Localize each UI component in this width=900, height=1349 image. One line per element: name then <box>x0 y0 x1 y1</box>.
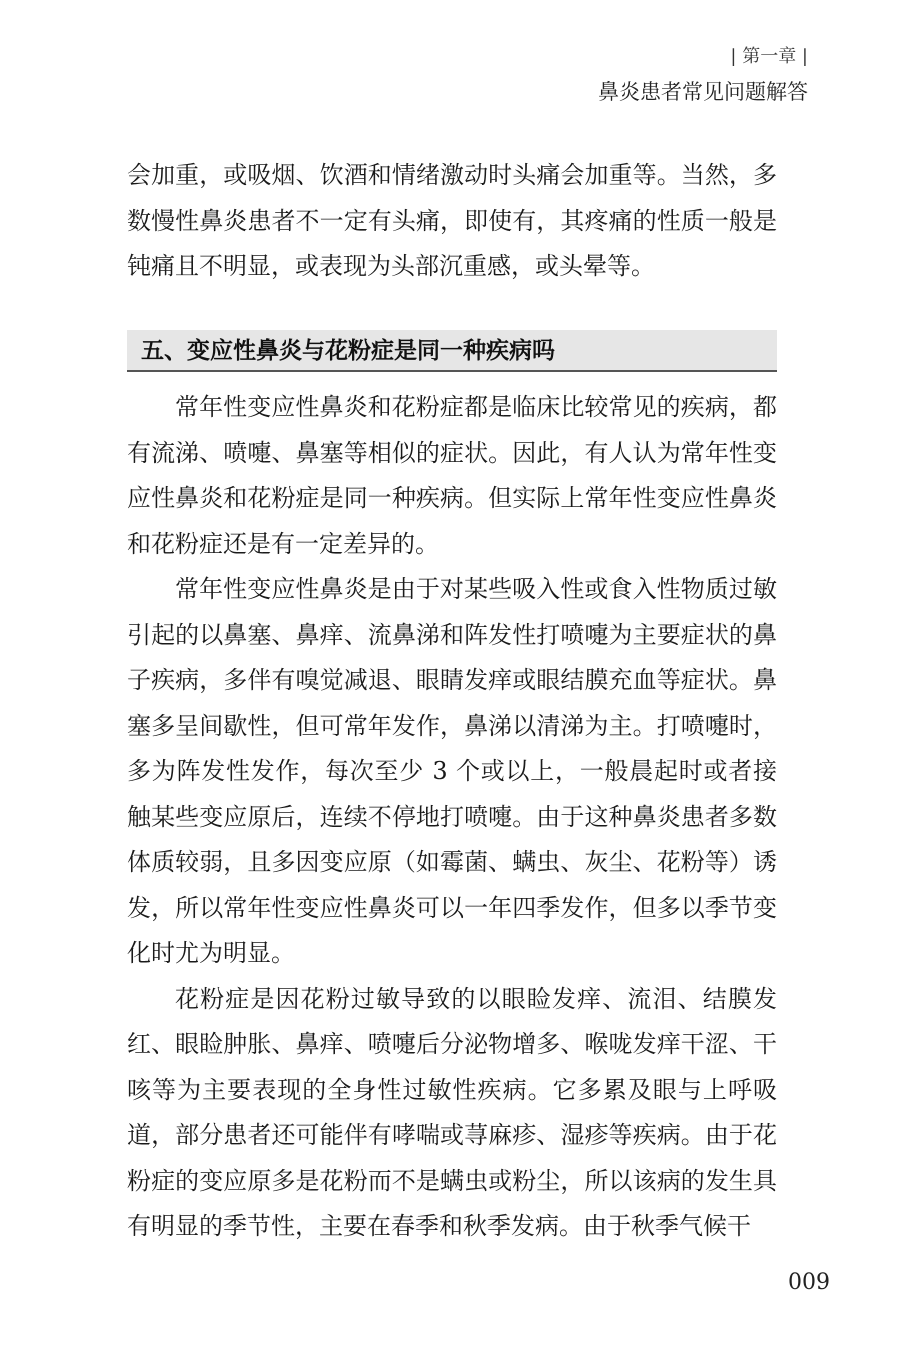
continuation-paragraph: 会加重，或吸烟、饮酒和情绪激动时头痛会加重等。当然，多数慢性鼻炎患者不一定有头痛，即使有，其疼痛的性质一般是钝痛且不明显，或表现为头部沉重感，或头晕等。 <box>127 161 777 280</box>
continuation-block <box>127 153 777 290</box>
paragraph: 常年性变应性鼻炎和花粉症都是临床比较常见的疾病，都有流涕、喷嚏、鼻塞等相似的症状。因此，有人认为常年性变应性鼻炎和花粉症是同一种疾病。但实际上常年性变应性鼻炎和花粉症还是有一定差异的。 <box>127 393 777 558</box>
section-title: 五、变应性鼻炎与花粉症是同一种疾病吗 <box>141 338 555 364</box>
chapter-label: | 第一章 | <box>730 46 808 67</box>
section-heading <box>127 330 777 372</box>
paragraph: 花粉症是因花粉过敏导致的以眼睑发痒、流泪、结膜发红、眼睑肿胀、鼻痒、喷嚏后分泌物增多、喉咙发痒干涩、干咳等为主要表现的全身性过敏性疾病。它多累及眼与上呼吸道，部分患者还可能伴有哮喘或荨麻疹、湿疹等疾病。由于花粉症的变应原多是花粉而不是螨虫或粉尘，所以该病的发生具有明显的季节性，主要在春季和秋季发病。由于秋季气候干 <box>127 984 777 1240</box>
section-body <box>127 385 777 1250</box>
page-number: 009 <box>788 1270 830 1295</box>
book-subtitle: 鼻炎患者常见问题解答 <box>598 80 808 104</box>
paragraph: 常年性变应性鼻炎是由于对某些吸入性或食入性物质过敏引起的以鼻塞、鼻痒、流鼻涕和阵发性打喷嚏为主要症状的鼻子疾病，多伴有嗅觉减退、眼睛发痒或眼结膜充血等症状。鼻塞多呈间歇性，但可常年发作，鼻涕以清涕为主。打喷嚏时，多为阵发性发作，每次至少 3 个或以上，一般晨起时或者接触某些变应原后，连续不停地打喷嚏。由于这种鼻炎患者多数体质较弱，且多因变应原（如霉菌、螨虫、灰尘、花粉等）诱发，所以常年性变应性鼻炎可以一年四季发作，但多以季节变化时尤为明显。 <box>127 575 777 967</box>
running-header <box>598 44 808 108</box>
